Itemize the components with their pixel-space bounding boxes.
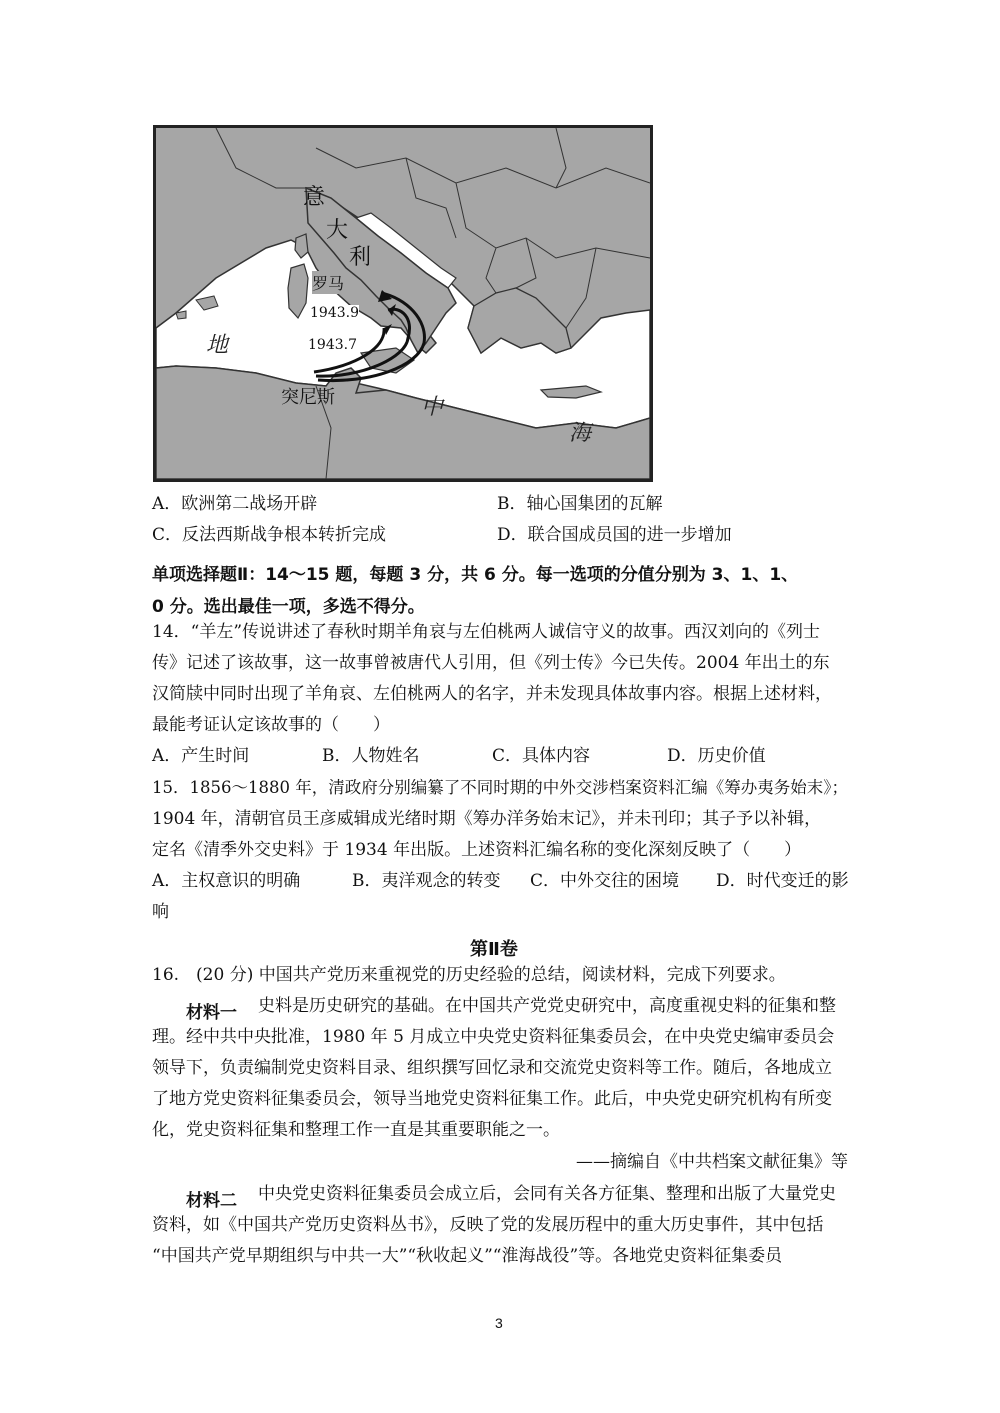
map-label-tunis: 突尼斯 — [281, 387, 335, 408]
map-label-date-1943-9: 1943.9 — [310, 305, 359, 321]
q15-option-d: D．时代变迁的影 — [716, 871, 849, 891]
part2-title: 第Ⅱ卷 — [470, 939, 518, 960]
q14-line: 最能考证认定该故事的（ ） — [152, 715, 390, 735]
q16-intro: 16. (20 分) 中国共产党历来重视党的历史经验的总结，阅读材料，完成下列要求。 — [152, 965, 786, 985]
q16-material1-source: ——摘编自《中共档案文献征集》等 — [576, 1152, 848, 1172]
q13-option-d: D．联合国成员国的进一步增加 — [497, 525, 732, 545]
q16-material1-line: 史料是历史研究的基础。在中国共产党党史研究中，高度重视史料的征集和整 — [258, 996, 836, 1016]
q16-material2-line: 资料，如《中国共产党历史资料丛书》，反映了党的发展历程中的重大历史事件，其中包括 — [152, 1215, 824, 1235]
section-header-line-2: 0 分。选出最佳一项，多选不得分。 — [152, 597, 425, 617]
q15-line: 1904 年，清朝官员王彦威辑成光绪时期《筹办洋务始末记》，并未刊印；其子予以补辑， — [152, 809, 822, 829]
map-label-yi: 意 — [303, 185, 326, 210]
q13-option-c: C．反法西斯战争根本转折完成 — [152, 525, 387, 545]
section-header-line-1: 单项选择题Ⅱ：14～15 题，每题 3 分，共 6 分。每一选项的分值分别为 3、1、1、 — [152, 565, 799, 585]
q13-option-a: A．欧洲第二战场开辟 — [152, 494, 318, 514]
q14-line: 14．“羊左”传说讲述了春秋时期羊角哀与左伯桃两人诚信守义的故事。西汉刘向的《列士 — [152, 622, 821, 642]
page-number: 3 — [495, 1315, 503, 1331]
q16-material1-line: 化，党史资料征集和整理工作一直是其重要职能之一。 — [152, 1120, 560, 1140]
q14-option-a: A．产生时间 — [152, 746, 250, 766]
map-label-rome: 罗马 — [312, 271, 344, 294]
map-label-hai: 海 — [569, 421, 592, 446]
q15-option-d-continued: 响 — [152, 902, 169, 922]
q16-material1-label: 材料一 — [186, 1003, 237, 1023]
q14-option-c: C．具体内容 — [492, 746, 591, 766]
q16-material1-line: 了地方党史资料征集委员会，领导当地党史资料征集工作。此后，中央党史研究机构有所变 — [152, 1089, 832, 1109]
map-label-date-1943-7: 1943.7 — [308, 337, 357, 353]
q13-option-b: B．轴心国集团的瓦解 — [497, 494, 663, 514]
q15-option-a: A．主权意识的明确 — [152, 871, 301, 891]
map-label-li: 利 — [349, 245, 372, 270]
q16-material1-line: 理。经中共中央批准，1980 年 5 月成立中央党史资料征集委员会，在中央党史编审委员会 — [152, 1027, 835, 1047]
q16-material2-line: “中国共产党早期组织与中共一大”“秋收起义”“淮海战役”等。各地党史资料征集委员 — [152, 1246, 783, 1266]
map-label-da: 大 — [326, 218, 349, 243]
map-figure — [153, 125, 653, 482]
q16-material2-line: 中央党史资料征集委员会成立后，会同有关各方征集、整理和出版了大量党史 — [258, 1184, 836, 1204]
q16-material2-label: 材料二 — [186, 1191, 237, 1211]
q14-option-b: B．人物姓名 — [322, 746, 420, 766]
q14-option-d: D．历史价值 — [667, 746, 766, 766]
q14-line: 汉简牍中同时出现了羊角哀、左伯桃两人的名字，并未发现具体故事内容。根据上述材料， — [152, 684, 832, 704]
q16-material1-line: 领导下，负责编制党史资料目录、组织撰写回忆录和交流党史资料等工作。随后，各地成立 — [152, 1058, 832, 1078]
q15-option-b: B．夷洋观念的转变 — [352, 871, 501, 891]
map-label-di: 地 — [206, 333, 229, 358]
q14-line: 传》记述了该故事，这一故事曾被唐代人引用，但《列士传》今已失传。2004 年出土的东 — [152, 653, 830, 673]
map-label-zhong: 中 — [421, 395, 444, 420]
q15-line: 定名《清季外交史料》于 1934 年出版。上述资料汇编名称的变化深刻反映了（ ） — [152, 840, 802, 860]
q15-option-c: C．中外交往的困境 — [530, 871, 680, 891]
q15-line: 15．1856～1880 年，清政府分别编纂了不同时期的中外交涉档案资料汇编《筹办夷务始末》； — [152, 778, 848, 797]
